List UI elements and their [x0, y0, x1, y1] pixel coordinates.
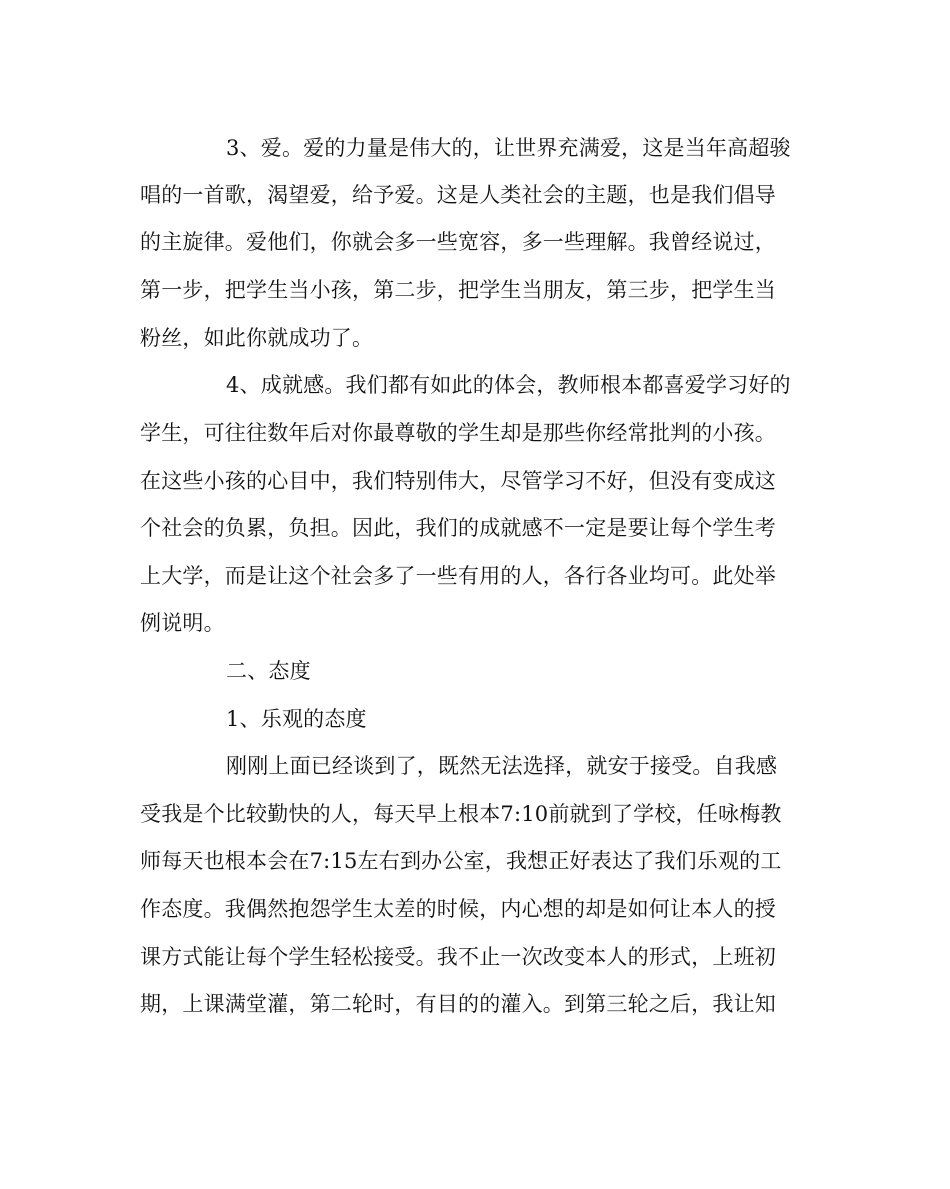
text-line: 4、成就感。我们都有如此的体会，教师根本都喜爱学习好的 — [226, 373, 791, 397]
text-line: 个社会的负累，负担。因此，我们的成就感不一定是要让每个学生考 — [140, 516, 776, 540]
text-line: 第一步，把学生当小孩，第二步，把学生当朋友，第三步，把学生当 — [140, 278, 776, 302]
text-line: 受我是个比较勤快的人，每天早上根本7:10前就到了学校，任咏梅教 — [140, 802, 782, 826]
text-line: 师每天也根本会在7:15左右到办公室，我想正好表达了我们乐观的工 — [140, 849, 782, 873]
text-line: 课方式能让每个学生轻松接受。我不止一次改变本人的形式，上班初 — [140, 945, 776, 969]
text-line: 例说明。 — [140, 611, 225, 635]
text-line: 上大学，而是让这个社会多了一些有用的人，各行各业均可。此处举 — [140, 564, 776, 588]
text-line: 作态度。我偶然抱怨学生太差的时候，内心想的却是如何让本人的授 — [140, 897, 776, 921]
text-line: 在这些小孩的心目中，我们特别伟大，尽管学习不好，但没有变成这 — [140, 469, 776, 493]
text-line: 唱的一首歌，渴望爱，给予爱。这是人类社会的主题，也是我们倡导 — [140, 183, 776, 207]
subsection-heading: 1、乐观的态度 — [226, 707, 367, 731]
section-heading: 二、态度 — [226, 659, 311, 683]
text-line: 学生，可往往数年后对你最尊敬的学生却是那些你经常批判的小孩。 — [140, 421, 776, 445]
text-line: 刚刚上面已经谈到了，既然无法选择，就安于接受。自我感 — [226, 754, 778, 778]
text-line: 粉丝，如此你就成功了。 — [140, 326, 374, 350]
text-line: 3、爱。爱的力量是伟大的，让世界充满爱，这是当年高超骏 — [226, 136, 791, 160]
text-line: 的主旋律。爱他们，你就会多一些宽容，多一些理解。我曾经说过， — [140, 230, 776, 254]
text-line: 期，上课满堂灌，第二轮时，有目的的灌入。到第三轮之后，我让知 — [140, 992, 776, 1016]
